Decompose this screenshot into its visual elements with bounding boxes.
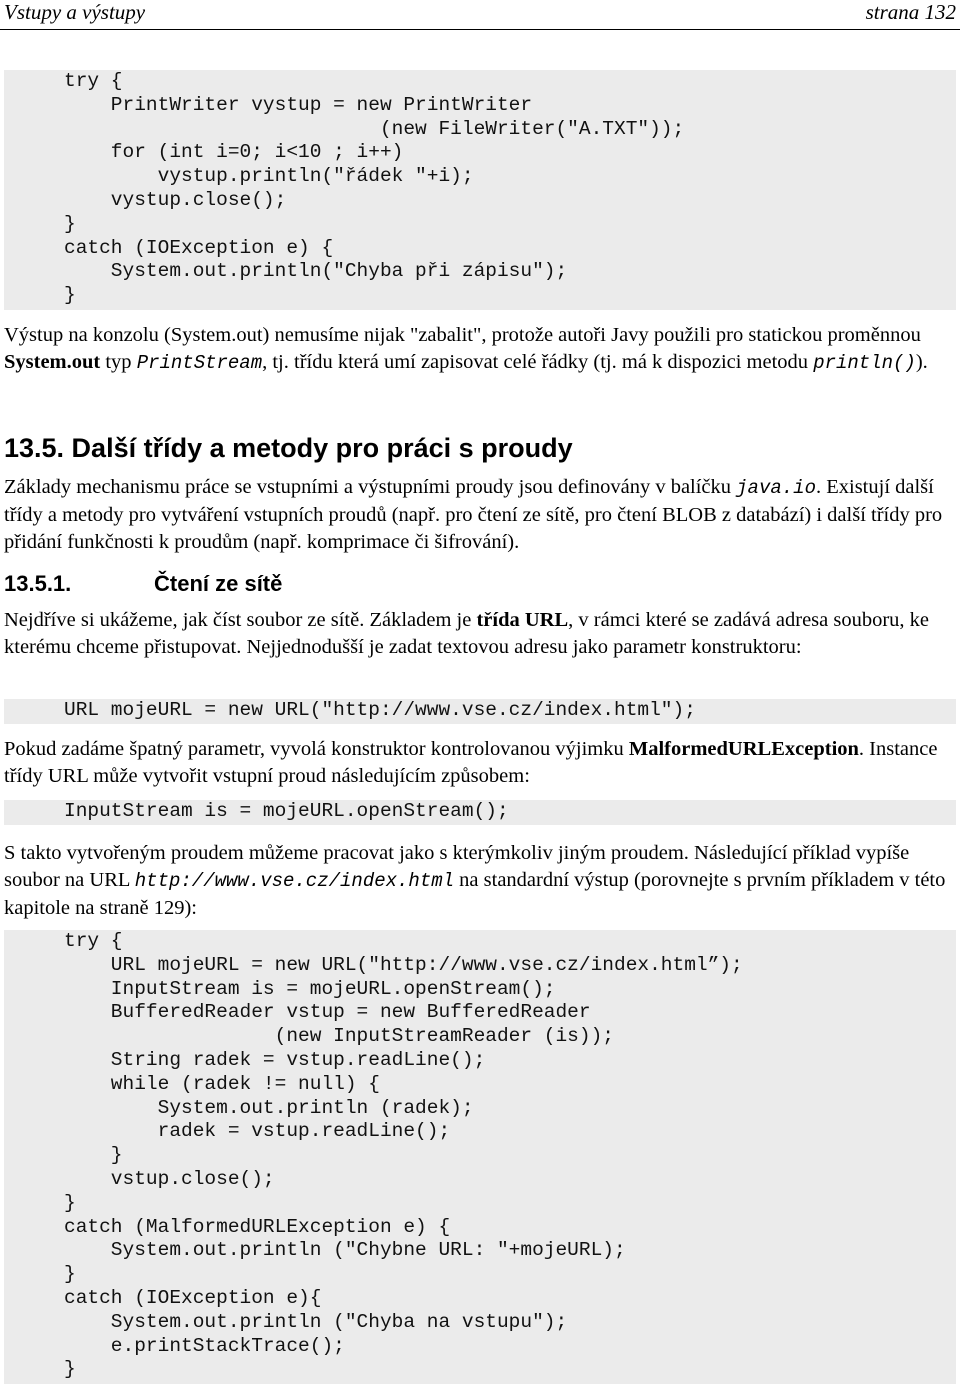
code-line: e.printStackTrace(); <box>64 1334 345 1357</box>
paragraph-java-io: Základy mechanismu práce se vstupními a výstupními proudy jsou definovány v balíčku java.io. Existují další třídy a metody pro vytváření vstupních proudů (např. pro čtení ze sítě, pro čtení BLOB z databází) i další třídy pro přidání funkčnosti k proudům (např. komprimace či šifrování). <box>4 476 943 553</box>
code-line: System.out.println ("Chybne URL: "+mojeURL); <box>64 1239 626 1262</box>
page-header <box>0 0 960 26</box>
code-line: catch (IOException e){ <box>64 1286 322 1309</box>
code-line: } <box>64 1191 76 1214</box>
code-line: System.out.println("Chyba při zápisu"); <box>64 260 568 283</box>
code-line: catch (IOException e) { <box>64 236 334 259</box>
code-line: while (radek != null) { <box>64 1072 380 1095</box>
code-line: (new InputStreamReader (is)); <box>64 1025 614 1048</box>
code-line: URL mojeURL = new URL("http://www.vse.cz/index.html”); <box>64 953 743 976</box>
section-heading: 13.5. Další třídy a metody pro práci s proudy <box>4 433 573 463</box>
code-line: vstup.close(); <box>64 1167 275 1190</box>
chapter-title: Vstupy a výstupy <box>4 0 146 24</box>
paragraph-system-out: Výstup na konzolu (System.out) nemusíme nijak "zabalit", protože autoři Javy použili pro statickou proměnnou System.out typ PrintStream, tj. třídu která umí zapisovat celé řádky (tj. má k dispozici metodu println()). <box>4 324 928 374</box>
code-line: } <box>64 1144 123 1167</box>
code-line: } <box>64 1358 76 1381</box>
code-block-url <box>4 699 956 724</box>
paragraph-url-intro: Nejdříve si ukážeme, jak číst soubor ze sítě. Základem je třída URL, v rámci které se zadává adresa souboru, ke kterému chceme přistupovat. Nejjednodušší je zadat textovou adresu jako parametr konstruktoru: <box>4 609 930 658</box>
code-line: for (int i=0; i<10 ; i++) <box>64 141 404 164</box>
code-line: System.out.println (radek); <box>64 1096 474 1119</box>
code-block-read-url <box>4 930 956 1384</box>
code-line: } <box>64 212 76 235</box>
paragraph-malformed: Pokud zadáme špatný parametr, vyvolá konstruktor kontrolovanou výjimku MalformedURLException. Instance třídy URL může vytvořit vstupní proud následujícím způsobem: <box>4 738 938 787</box>
code-line: } <box>64 284 76 307</box>
paragraph-example-intro: S takto vytvořeným proudem můžeme pracovat jako s kterýmkoliv jiným proudem. Následující příklad vypíše soubor na URL http://www.vse.cz/index.html na standardní výstup (porovnejte s prvním příkladem v této kapitole na straně 129): <box>4 842 946 919</box>
code-line: InputStream is = mojeURL.openStream(); <box>64 977 556 1000</box>
code-block-openstream <box>4 800 956 825</box>
code-line: String radek = vstup.readLine(); <box>64 1048 486 1071</box>
code-line: radek = vstup.readLine(); <box>64 1120 451 1143</box>
header-rule <box>0 29 960 30</box>
code-line: BufferedReader vstup = new BufferedReader <box>64 1001 591 1024</box>
code-line: vystup.close(); <box>64 188 287 211</box>
code-line: catch (MalformedURLException e) { <box>64 1215 451 1238</box>
code-line: vystup.println("řádek "+i); <box>64 165 474 188</box>
code-line: InputStream is = mojeURL.openStream(); <box>64 800 509 822</box>
page-number: strana 132 <box>865 0 956 24</box>
code-line: (new FileWriter("A.TXT")); <box>64 117 685 140</box>
code-block-file-writer <box>4 70 956 310</box>
code-line: try { <box>64 70 123 92</box>
subsection-heading: 13.5.1. Čtení ze sítě <box>4 571 283 596</box>
code-line: } <box>64 1263 76 1286</box>
code-line: URL mojeURL = new URL("http://www.vse.cz/index.html"); <box>64 699 696 721</box>
code-line: PrintWriter vystup = new PrintWriter <box>64 93 533 116</box>
code-line: System.out.println ("Chyba na vstupu"); <box>64 1310 568 1333</box>
code-line: try { <box>64 930 123 952</box>
